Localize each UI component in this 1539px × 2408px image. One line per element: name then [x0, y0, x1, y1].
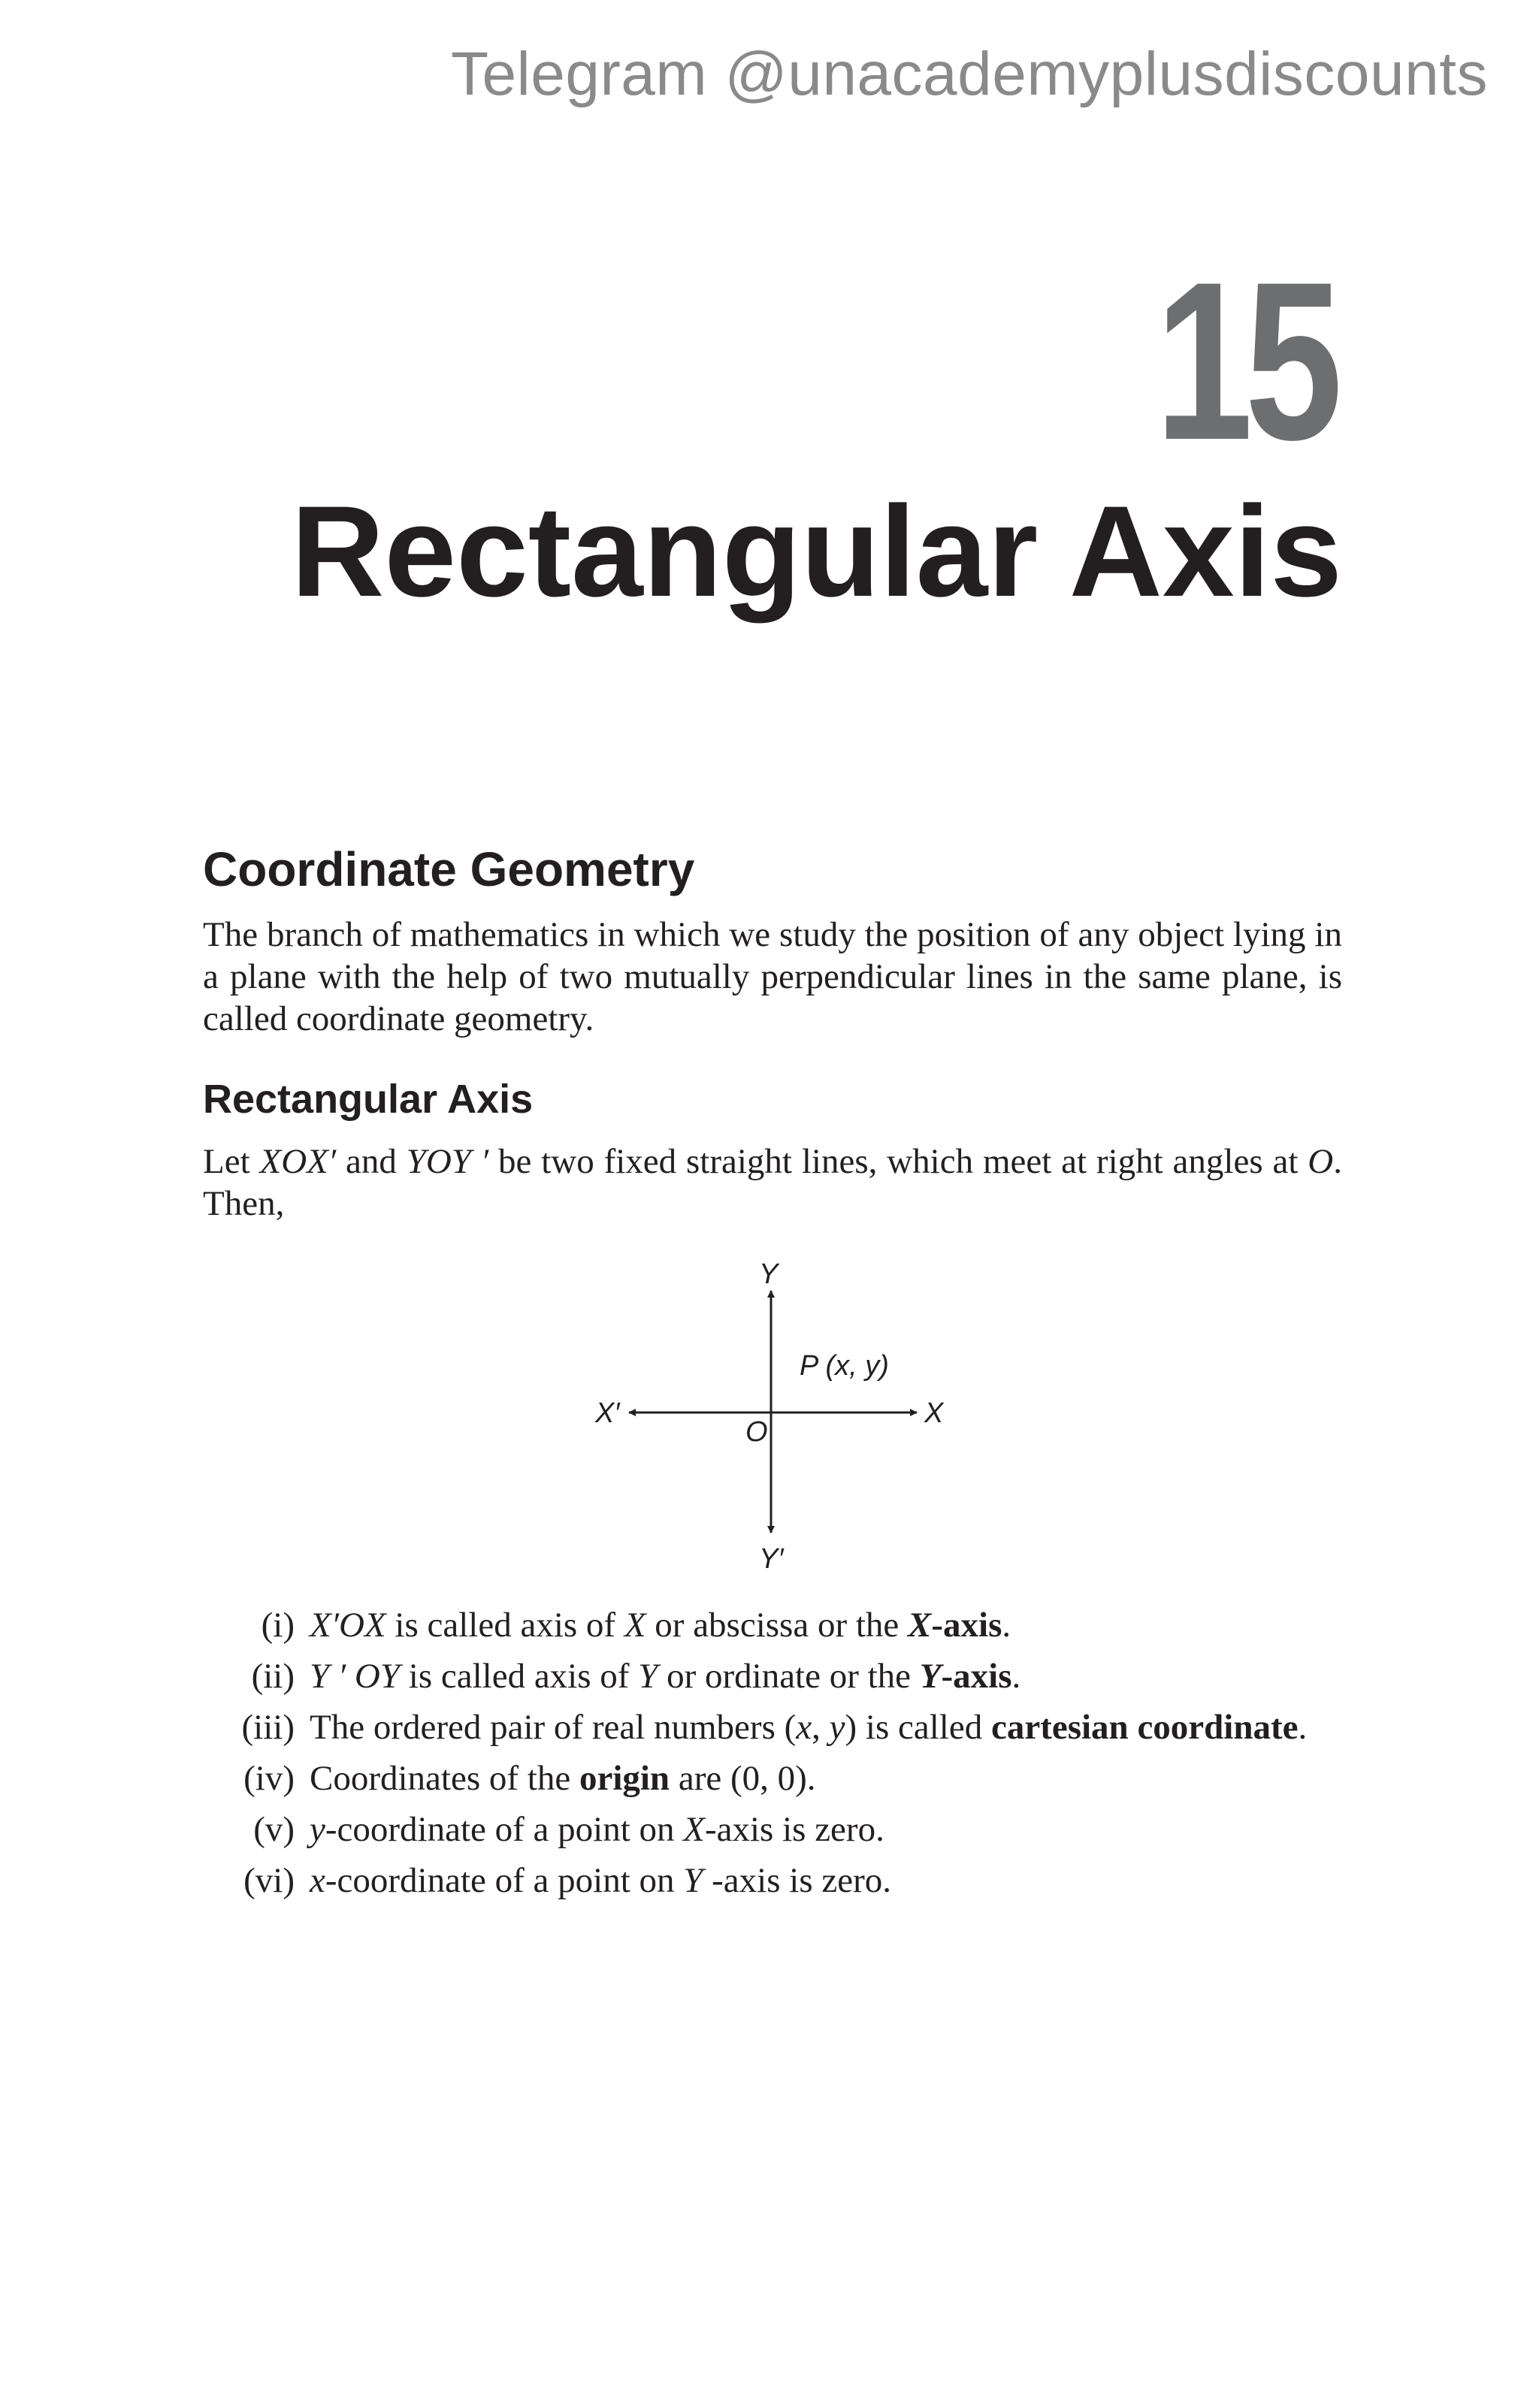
subsection-heading: Rectangular Axis: [203, 1077, 534, 1122]
list-item-number: (vi): [243, 1861, 295, 1900]
section-rectangular-axis: [203, 1076, 1342, 1225]
list-item-text: [310, 1655, 1342, 1697]
point-label: P (x, y): [800, 1350, 889, 1382]
x-axis-label: X: [924, 1397, 944, 1429]
chapter-number: 15: [1155, 234, 1335, 487]
list-item-fragment: X′OX: [310, 1606, 386, 1645]
list-item-fragment: X: [683, 1810, 705, 1849]
list-item-text: [310, 1604, 1342, 1646]
list-item-fragment: .: [1298, 1708, 1308, 1747]
list-item: [203, 1604, 1342, 1646]
list-item-fragment: Y: [638, 1657, 658, 1696]
axis-diagram: [579, 1255, 969, 1585]
section-heading: Coordinate Geometry: [203, 842, 695, 896]
list-item: [203, 1808, 1342, 1851]
intro-text: . Then,: [203, 1142, 1342, 1223]
subsection-intro-paragraph: [203, 1141, 1342, 1225]
list-item-text: [310, 1860, 1342, 1902]
list-item-fragment: Y ′ OY: [310, 1657, 401, 1696]
properties-list: [203, 1604, 1342, 1911]
list-item-text: [310, 1808, 1342, 1851]
y-prime-axis-label: Y′: [759, 1543, 784, 1575]
list-item-fragment: origin: [579, 1759, 670, 1798]
list-item-number: (ii): [251, 1657, 295, 1696]
list-item-fragment: ) is called: [845, 1708, 991, 1747]
intro-math: YOY ′: [406, 1142, 489, 1181]
x-prime-axis-label: X′: [595, 1397, 620, 1429]
list-item-fragment: or ordinate or the: [658, 1657, 920, 1696]
y-axis-label: Y: [759, 1258, 779, 1290]
list-item-fragment: y: [310, 1810, 325, 1849]
list-item-number: (v): [253, 1810, 295, 1849]
watermark-text: Telegram @unacademyplusdiscounts: [450, 40, 1488, 108]
list-item-fragment: y: [829, 1708, 845, 1747]
list-item-fragment: Y: [683, 1861, 703, 1900]
list-item-fragment: -coordinate of a point on: [325, 1810, 684, 1849]
list-item: [203, 1655, 1342, 1697]
intro-text: and: [336, 1142, 407, 1181]
list-item-text: [310, 1757, 1342, 1799]
section-paragraph: The branch of mathematics in which we study the position of any object lying in a plane with the help of two mutually perpendicular lines in the same plane, is called coordinate geometry.: [203, 915, 1342, 1038]
list-item-fragment: Y: [919, 1657, 942, 1696]
list-item-fragment: -coordinate of a point on: [325, 1861, 684, 1900]
list-item-number: (iv): [243, 1759, 295, 1798]
list-item-fragment: are (0, 0).: [670, 1759, 816, 1798]
chapter-title: Rectangular Axis: [291, 479, 1342, 624]
intro-text: Let: [203, 1142, 260, 1181]
list-item-fragment: ,: [812, 1708, 830, 1747]
list-item-fragment: X: [908, 1606, 932, 1645]
section-coordinate-geometry: [203, 841, 1342, 1040]
list-item-fragment: is called axis of: [386, 1606, 624, 1645]
list-item-fragment: -axis is zero.: [704, 1810, 884, 1849]
intro-math: XOX′: [259, 1142, 337, 1181]
list-item-fragment: cartesian coordinate: [990, 1708, 1299, 1747]
list-item-fragment: .: [1011, 1657, 1021, 1696]
list-item: [203, 1757, 1342, 1799]
list-item-fragment: or abscissa or the: [646, 1606, 909, 1645]
list-item-fragment: .: [1002, 1606, 1011, 1645]
intro-math: O: [1308, 1142, 1334, 1181]
list-item-number: (i): [261, 1606, 295, 1645]
list-item-fragment: is called axis of: [400, 1657, 639, 1696]
list-item-fragment: x: [796, 1708, 812, 1747]
list-item-fragment: The ordered pair of real numbers (: [310, 1708, 797, 1747]
list-item-fragment: -axis: [941, 1657, 1012, 1696]
list-item-fragment: -axis is zero.: [703, 1861, 891, 1900]
origin-label: O: [745, 1416, 768, 1448]
list-item: [203, 1860, 1342, 1902]
intro-text: be two fixed straight lines, which meet at right angles at: [488, 1142, 1308, 1181]
list-item-fragment: Coordinates of the: [310, 1759, 579, 1798]
list-item-fragment: X: [624, 1606, 646, 1645]
list-item-number: (iii): [241, 1708, 295, 1747]
list-item: [203, 1706, 1342, 1748]
list-item-fragment: x: [310, 1861, 325, 1900]
list-item-text: [310, 1706, 1342, 1748]
list-item-fragment: -axis: [931, 1606, 1002, 1645]
